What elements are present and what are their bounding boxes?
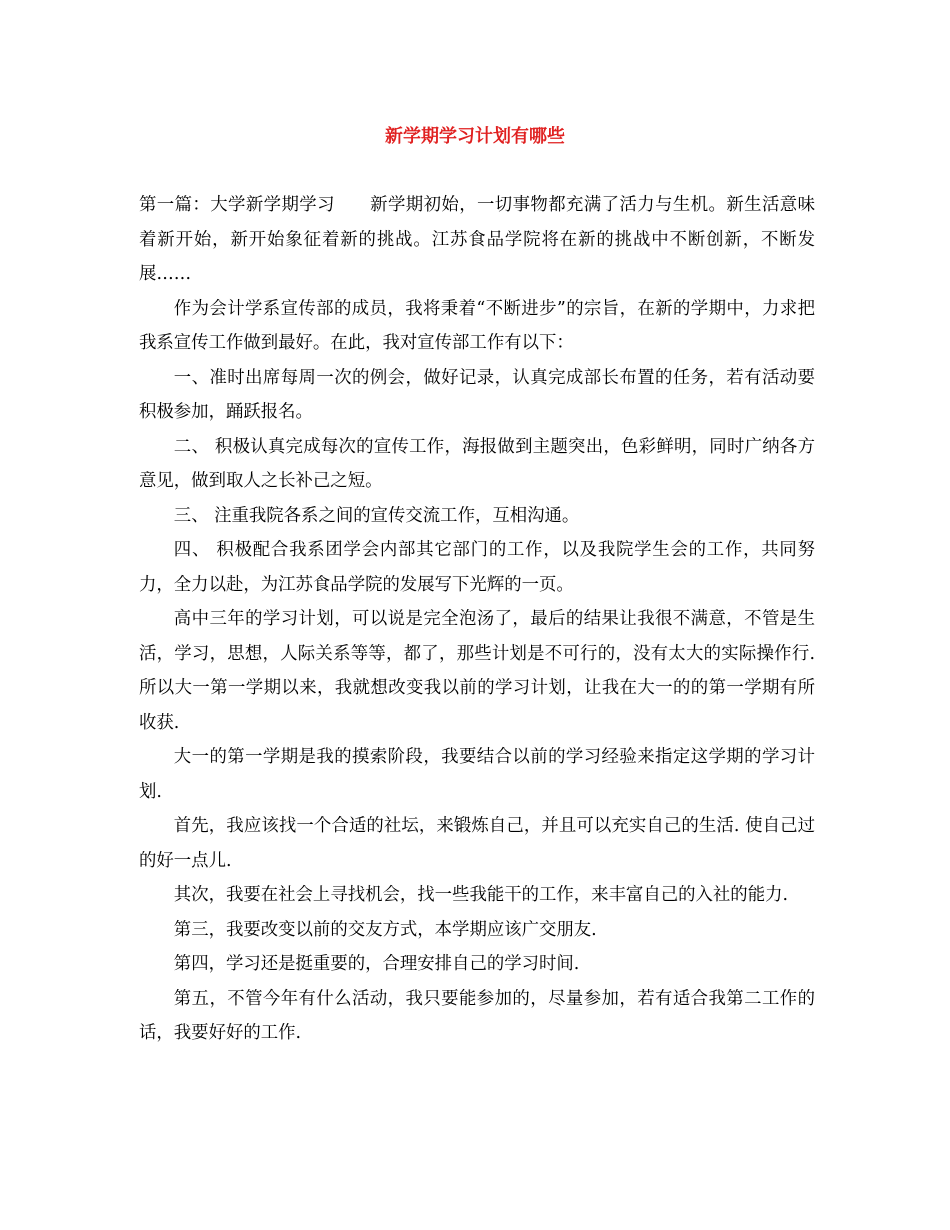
paragraph-7: 高中三年的学习计划，可以说是完全泡汤了，最后的结果让我很不满意，不管是生活，学习，思想，人际关系等等，都了，那些计划是不可行的，没有太大的实际操作行.所以大一第一学期以来，我就想改变我以前的学习计划，让我在大一的的第一学期有所收获.	[139, 609, 815, 733]
document-title: 新学期学习计划有哪些	[385, 126, 565, 147]
paragraph-9: 首先，我应该找一个合适的社坛，来锻炼自己，并且可以充实自己的生活. 使自己过的好一点儿.	[139, 816, 815, 871]
section-lead: 第一篇：大学新学期学习	[139, 195, 335, 215]
paragraph-2: 作为会计学系宣传部的成员，我将秉着“不断进步”的宗旨，在新的学期中，力求把我系宣传工作做到最好。在此，我对宣传部工作有以下：	[139, 298, 815, 353]
paragraph-8: 大一的第一学期是我的摸索阶段，我要结合以前的学习经验来指定这学期的学习计划.	[139, 747, 815, 802]
document-body	[139, 188, 815, 1051]
paragraph-text: 新学期初始，一切事物都充满了活力与生机。新生活意味着新开始，新开始象征着新的挑战。江苏食品学院将在新的挑战中不断创新，不断发展……	[139, 195, 815, 284]
paragraph-10: 其次，我要在社会上寻找机会，找一些我能干的工作，来丰富自己的入社的能力.	[173, 885, 789, 905]
paragraph-11: 第三，我要改变以前的交友方式，本学期应该广交朋友.	[173, 919, 597, 940]
paragraph-1	[139, 188, 815, 292]
paragraph-13: 第五，不管今年有什么活动，我只要能参加的，尽量参加，若有适合我第二工作的话，我要好好的工作.	[139, 988, 815, 1043]
paragraph-5: 三、 注重我院各系之间的宣传交流工作，互相沟通。	[173, 505, 580, 526]
paragraph-12: 第四，学习还是挺重要的，合理安排自己的学习时间.	[173, 954, 580, 974]
paragraph-4: 二、 积极认真完成每次的宣传工作，海报做到主题突出，色彩鲜明，同时广纳各方意见，做到取人之长补己之短。	[139, 436, 815, 491]
paragraph-3: 一、准时出席每周一次的例会，做好记录，认真完成部长布置的任务，若有活动要积极参加，踊跃报名。	[139, 367, 815, 422]
paragraph-6: 四、 积极配合我系团学会内部其它部门的工作，以及我院学生会的工作，共同努力，全力以赴，为江苏食品学院的发展写下光辉的一页。	[139, 540, 815, 595]
